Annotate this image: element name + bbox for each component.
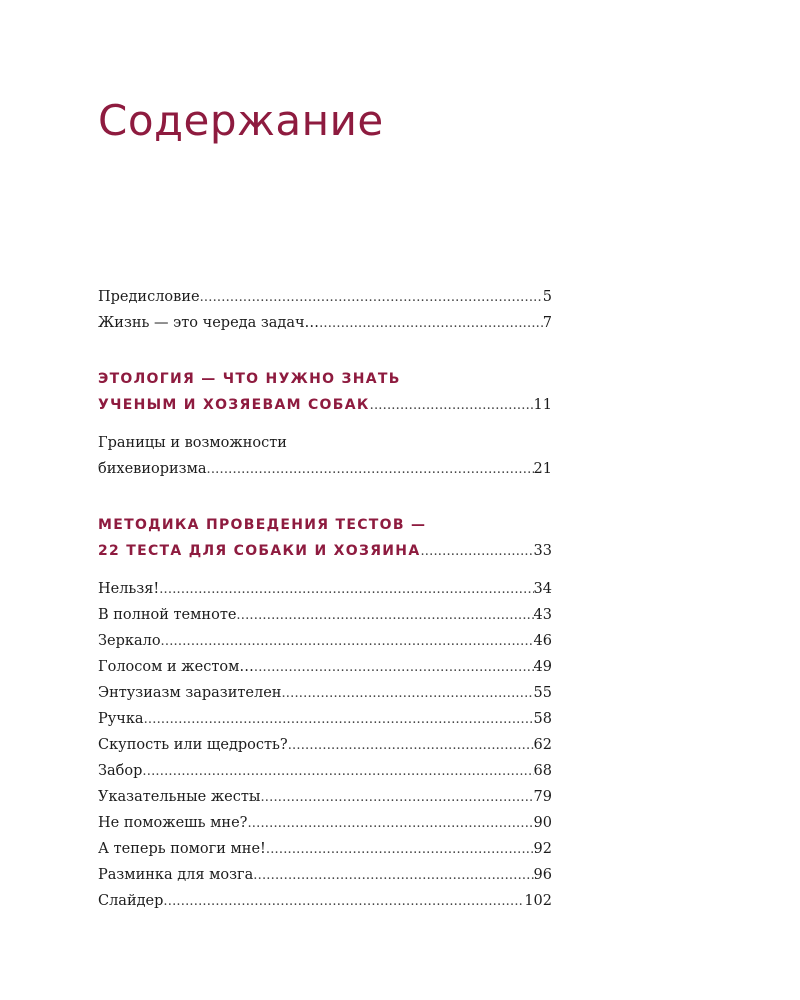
dot-leader [161,629,534,655]
toc-entry[interactable] [98,862,552,888]
toc-entry-label: Указательные жесты [98,789,261,805]
toc-entry-page: 102 [524,893,552,909]
section-heading-line[interactable]: МЕТОДИКА ПРОВЕДЕНИЯ ТЕСТОВ — [98,517,427,533]
toc-entry-label: А теперь помоги мне! [98,841,266,857]
spacer [98,482,552,512]
dot-leader [288,733,534,759]
section-entries [98,576,552,914]
section-heading-entry[interactable] [98,538,552,564]
spacer [98,336,552,366]
dot-leader [236,603,533,629]
toc-entry-page: 34 [533,581,552,597]
toc-entry-label: Ручка [98,711,144,727]
section-heading-line: УЧЕНЫМ И ХОЗЯЕВАМ СОБАК [98,397,370,413]
toc-entry[interactable] [98,836,552,862]
dot-leader [370,393,534,419]
toc-entry-page: 43 [533,607,552,623]
toc-entry[interactable] [98,888,552,914]
toc-entry[interactable] [98,784,552,810]
toc-entry-page: 49 [533,659,552,675]
spacer [98,418,552,430]
toc-entry-label: Не поможешь мне? [98,815,248,831]
toc-entry[interactable] [98,758,552,784]
toc-entry-label: Жизнь — это череда задач… [98,315,320,331]
dot-leader [207,457,534,483]
toc-entry-page: 68 [533,763,552,779]
toc-entry[interactable] [98,602,552,628]
toc-entry-page: 46 [533,633,552,649]
dot-leader [260,785,533,811]
page-title: Содержание [98,96,384,145]
toc-entry-label: Нельзя! [98,581,160,597]
dot-leader [159,577,533,603]
toc-entry-page: 11 [533,397,552,413]
toc-entry-page: 7 [542,315,552,331]
toc-entry-label: Забор [98,763,143,779]
toc-entry-page: 55 [533,685,552,701]
toc-entry-label: Зеркало [98,633,161,649]
toc-entry[interactable] [98,284,552,310]
dot-leader [266,837,534,863]
dot-leader [254,655,534,681]
toc-entry[interactable] [98,310,552,336]
dot-leader [281,681,533,707]
dot-leader [142,759,533,785]
toc-entry[interactable] [98,576,552,602]
toc-entry-page: 21 [533,461,552,477]
toc-entry-label: Разминка для мозга [98,867,254,883]
toc-entry[interactable] [98,810,552,836]
dot-leader [253,863,533,889]
toc-entry-label: бихевиоризма [98,461,207,477]
toc-entry[interactable] [98,680,552,706]
toc-entry-page: 92 [533,841,552,857]
toc-entry[interactable] [98,456,552,482]
toc-entry-page: 79 [533,789,552,805]
dot-leader [144,707,534,733]
toc-entry[interactable] [98,628,552,654]
toc-entry[interactable] [98,732,552,758]
table-of-contents [98,284,552,914]
dot-leader [247,811,533,837]
section-heading-line[interactable]: ЭТОЛОГИЯ — ЧТО НУЖНО ЗНАТЬ [98,371,401,387]
toc-entry[interactable] [98,706,552,732]
toc-entry[interactable] [98,654,552,680]
spacer [98,564,552,576]
toc-entry-label[interactable]: Границы и возможности [98,435,287,451]
dot-leader [163,889,524,915]
dot-leader [200,285,543,311]
dot-leader [319,311,543,337]
toc-entry-label: Энтузиазм заразителен [98,685,282,701]
toc-entry-page: 58 [533,711,552,727]
section-heading-line: 22 ТЕСТА ДЛЯ СОБАКИ И ХОЗЯИНА [98,543,421,559]
toc-entry-page: 96 [533,867,552,883]
toc-entry-page: 62 [533,737,552,753]
toc-entry-label: Скупость или щедрость? [98,737,288,753]
toc-entry-label: Слайдер [98,893,164,909]
toc-entry-label: Предисловие [98,289,200,305]
toc-entry-label: Голосом и жестом… [98,659,254,675]
toc-entry-label: В полной темноте [98,607,237,623]
toc-entry-page: 90 [533,815,552,831]
toc-entry-page: 5 [542,289,552,305]
toc-entry-page: 33 [533,543,552,559]
dot-leader [420,539,533,565]
section-heading-entry[interactable] [98,392,552,418]
